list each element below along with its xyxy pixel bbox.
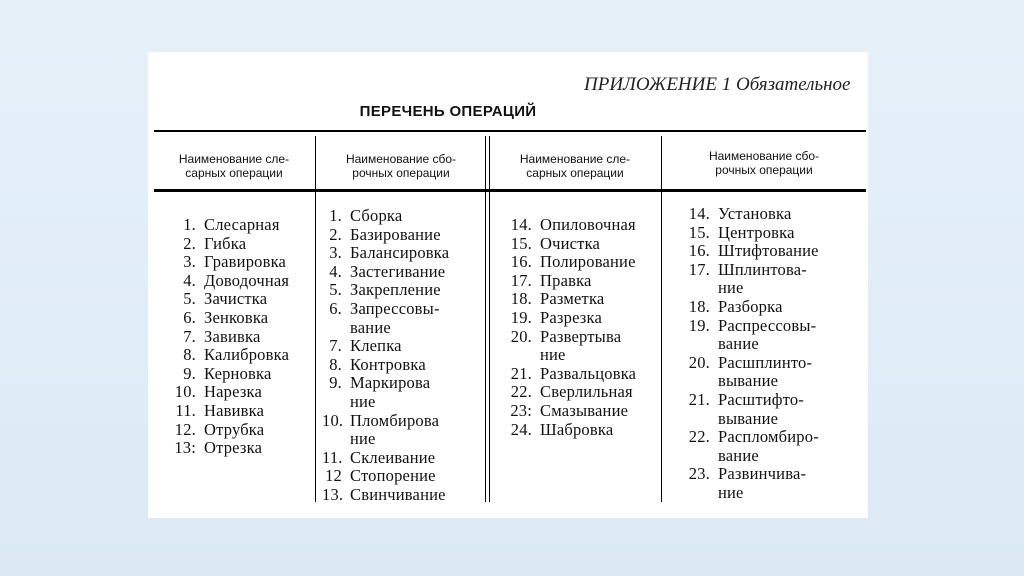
item-number: 18. xyxy=(510,289,532,309)
list-item xyxy=(682,224,819,243)
list-item xyxy=(682,242,819,261)
list-item xyxy=(170,290,289,309)
item-number: 12 xyxy=(325,466,342,486)
item-text-line: Шабровка xyxy=(540,419,614,439)
item-number: 23: xyxy=(510,400,532,420)
list-item xyxy=(508,272,636,291)
column-header-line: сарных операции xyxy=(185,166,283,180)
item-text xyxy=(204,290,267,309)
item-text xyxy=(718,205,792,224)
item-number: 6. xyxy=(329,298,342,318)
column-divider xyxy=(661,136,662,502)
item-text xyxy=(350,263,445,282)
operations-list-1 xyxy=(170,216,289,458)
item-text-line: Разрезка xyxy=(540,307,603,327)
item-number: 7. xyxy=(183,326,196,346)
item-text-line: Сборка xyxy=(350,206,403,225)
item-text-line: Опиловочная xyxy=(540,215,636,234)
item-text-line: Клепка xyxy=(350,336,402,356)
list-item xyxy=(322,486,449,505)
list-item xyxy=(170,309,289,328)
item-text xyxy=(350,467,436,486)
item-text-line: Гибка xyxy=(204,233,247,253)
item-text xyxy=(350,207,402,226)
table-header-rule xyxy=(154,189,866,192)
list-item xyxy=(322,449,449,468)
list-item xyxy=(322,300,449,337)
item-number: 13: xyxy=(174,438,196,458)
item-text-line: Штифтование xyxy=(718,241,819,261)
list-item xyxy=(170,346,289,365)
item-number: 11. xyxy=(175,400,196,420)
item-text xyxy=(718,317,816,354)
document-sheet xyxy=(148,52,868,518)
list-item xyxy=(170,365,289,384)
item-number: 4. xyxy=(329,261,342,281)
page-title: ПЕРЕЧЕНЬ ОПЕРАЦИЙ xyxy=(359,103,537,120)
item-text-line: Развальцовка xyxy=(540,363,637,383)
item-number: 11. xyxy=(322,447,343,467)
column-header-1 xyxy=(154,152,314,180)
column-header-line: сарных операции xyxy=(526,166,624,180)
item-number: 2. xyxy=(183,233,196,253)
item-number: 6. xyxy=(183,307,196,327)
item-text xyxy=(204,272,289,291)
item-text xyxy=(540,365,636,384)
item-text-line: Развертыва xyxy=(540,326,622,346)
item-text-line: Слесарная xyxy=(204,215,280,234)
item-text xyxy=(540,309,602,328)
operations-list-2 xyxy=(322,207,449,505)
item-number: 19. xyxy=(688,315,710,335)
item-text xyxy=(350,281,441,300)
item-number: 20. xyxy=(688,352,710,372)
item-text-line: Доводочная xyxy=(204,270,290,290)
item-text-line: Разборка xyxy=(718,296,783,316)
item-text-line: Закрепление xyxy=(350,280,441,300)
item-text-continuation: ние xyxy=(540,345,566,365)
column-divider xyxy=(489,136,490,502)
item-text xyxy=(204,383,262,402)
item-text xyxy=(540,253,636,272)
item-text xyxy=(350,374,430,411)
item-text xyxy=(540,235,600,254)
item-number: 15. xyxy=(688,222,710,242)
item-text-line: Полирование xyxy=(540,252,636,272)
item-text-line: Нарезка xyxy=(204,382,263,402)
item-text-line: Шплинтова- xyxy=(718,259,808,279)
list-item xyxy=(682,298,819,317)
item-number: 2. xyxy=(329,224,342,244)
item-text-line: Расштифто- xyxy=(718,389,804,409)
item-number: 10. xyxy=(322,410,344,430)
item-text-continuation: вание xyxy=(350,317,391,337)
item-text-continuation: ние xyxy=(718,482,744,502)
item-text xyxy=(718,224,795,243)
item-number: 1. xyxy=(183,215,196,234)
item-text xyxy=(350,449,435,468)
item-text xyxy=(204,216,280,235)
item-number: 8. xyxy=(183,345,196,365)
item-number: 1. xyxy=(329,206,342,225)
item-number: 18. xyxy=(688,296,710,316)
item-text xyxy=(204,253,286,272)
item-text-line: Стопорение xyxy=(350,466,436,486)
item-text-continuation: ние xyxy=(718,278,744,298)
list-item xyxy=(682,261,819,298)
list-item xyxy=(322,356,449,375)
item-text-continuation: ние xyxy=(350,429,376,449)
list-item xyxy=(322,374,449,411)
column-header-line: рочных операции xyxy=(352,166,450,180)
item-text-continuation: вывание xyxy=(718,408,779,428)
item-text xyxy=(350,486,446,505)
list-item xyxy=(322,281,449,300)
list-item xyxy=(170,439,289,458)
item-number: 3. xyxy=(329,243,342,263)
item-text xyxy=(718,465,806,502)
list-item xyxy=(322,337,449,356)
item-text xyxy=(540,402,628,421)
list-item xyxy=(682,354,819,391)
item-text xyxy=(718,354,812,391)
item-text xyxy=(350,300,440,337)
item-text-line: Правка xyxy=(540,270,592,290)
item-text xyxy=(204,439,262,458)
list-item xyxy=(508,328,636,365)
item-text xyxy=(204,235,246,254)
item-number: 8. xyxy=(329,354,342,374)
list-item xyxy=(322,244,449,263)
list-item xyxy=(682,317,819,354)
item-number: 14. xyxy=(510,215,532,234)
item-number: 24. xyxy=(510,419,532,439)
list-item xyxy=(170,328,289,347)
list-item xyxy=(170,402,289,421)
item-text xyxy=(718,391,804,428)
item-text-line: Очистка xyxy=(540,233,601,253)
item-number: 10. xyxy=(174,382,196,402)
item-text xyxy=(204,365,272,384)
list-item xyxy=(508,235,636,254)
list-item xyxy=(322,412,449,449)
item-text-line: Развинчива- xyxy=(718,464,807,484)
column-header-2 xyxy=(320,152,482,180)
list-item xyxy=(170,421,289,440)
item-text-line: Навивка xyxy=(204,400,265,420)
column-header-4 xyxy=(664,149,864,177)
item-text xyxy=(540,216,636,235)
item-number: 9. xyxy=(329,373,342,393)
list-item xyxy=(170,383,289,402)
item-text-line: Маркирова xyxy=(350,373,431,393)
item-text xyxy=(718,242,819,261)
item-text-continuation: вание xyxy=(718,334,759,354)
item-text-line: Отрезка xyxy=(204,438,263,458)
column-header-line: Наименование сле- xyxy=(178,152,290,166)
item-text-continuation: вание xyxy=(718,445,759,465)
item-text xyxy=(718,261,807,298)
item-text xyxy=(204,402,264,421)
item-number: 12. xyxy=(174,419,196,439)
list-item xyxy=(322,263,449,282)
item-text-line: Отрубка xyxy=(204,419,265,439)
item-number: 21. xyxy=(510,363,532,383)
list-item xyxy=(682,465,819,502)
item-text-line: Зенковка xyxy=(204,307,269,327)
item-text-line: Калибровка xyxy=(204,345,290,365)
list-item xyxy=(682,391,819,428)
item-number: 17. xyxy=(510,270,532,290)
item-text-line: Пломбирова xyxy=(350,410,440,430)
item-number: 19. xyxy=(510,307,532,327)
item-text xyxy=(540,328,621,365)
item-text-line: Гравировка xyxy=(204,252,287,272)
item-text xyxy=(718,298,783,317)
list-item xyxy=(170,216,289,235)
item-number: 22. xyxy=(688,427,710,447)
item-text xyxy=(540,272,592,291)
item-text-line: Балансировка xyxy=(350,243,450,263)
column-header-line: Наименование сбо- xyxy=(708,149,820,163)
item-text xyxy=(540,290,604,309)
column-divider xyxy=(485,136,486,502)
list-item xyxy=(508,421,636,440)
item-text xyxy=(540,421,613,440)
list-item xyxy=(682,205,819,224)
item-text xyxy=(350,412,439,449)
item-number: 23. xyxy=(688,464,710,484)
item-text-line: Завивка xyxy=(204,326,261,346)
item-text-line: Смазывание xyxy=(540,400,629,420)
item-text-line: Распломбиро- xyxy=(718,427,819,447)
item-text-line: Разметка xyxy=(540,289,605,309)
list-item xyxy=(508,216,636,235)
item-number: 21. xyxy=(688,389,710,409)
item-text-line: Зачистка xyxy=(204,289,268,309)
column-header-3 xyxy=(492,152,658,180)
list-item xyxy=(508,309,636,328)
item-text xyxy=(204,346,289,365)
item-text-line: Застегивание xyxy=(350,261,446,281)
item-text xyxy=(204,328,261,347)
item-text-line: Центровка xyxy=(718,222,795,242)
list-item xyxy=(170,272,289,291)
item-text xyxy=(350,226,441,245)
item-text-line: Расшплинто- xyxy=(718,352,813,372)
item-number: 5. xyxy=(183,289,196,309)
item-text-line: Сверлильная xyxy=(540,382,633,402)
list-item xyxy=(508,253,636,272)
item-text xyxy=(540,383,633,402)
item-number: 5. xyxy=(329,280,342,300)
list-item xyxy=(508,402,636,421)
item-number: 16. xyxy=(510,252,532,272)
list-item xyxy=(508,383,636,402)
list-item xyxy=(322,467,449,486)
item-number: 20. xyxy=(510,326,532,346)
column-header-line: Наименование сле- xyxy=(519,152,631,166)
item-text-line: Контровка xyxy=(350,354,426,374)
item-text-line: Свинчивание xyxy=(350,484,446,504)
item-text xyxy=(350,244,449,263)
item-number: 13. xyxy=(322,484,344,504)
table-top-rule xyxy=(154,130,866,132)
item-text xyxy=(204,309,268,328)
list-item xyxy=(508,365,636,384)
item-text-line: Установка xyxy=(718,204,792,223)
item-text xyxy=(204,421,264,440)
item-text-line: Керновка xyxy=(204,363,272,383)
item-text-continuation: вывание xyxy=(718,371,779,391)
item-number: 14. xyxy=(688,204,710,223)
list-item xyxy=(170,235,289,254)
item-number: 3. xyxy=(183,252,196,272)
item-text xyxy=(350,356,426,375)
item-number: 7. xyxy=(329,336,342,356)
item-text-line: Базирование xyxy=(350,224,441,244)
operations-list-4 xyxy=(682,205,819,503)
item-text-continuation: ние xyxy=(350,391,376,411)
appendix-label: ПРИЛОЖЕНИЕ 1 Обязательное xyxy=(584,74,851,95)
column-header-line: Наименование сбо- xyxy=(345,152,457,166)
item-text xyxy=(718,428,819,465)
item-text xyxy=(350,337,402,356)
item-number: 16. xyxy=(688,241,710,261)
item-number: 17. xyxy=(688,259,710,279)
item-text-line: Распрессовы- xyxy=(718,315,817,335)
list-item xyxy=(170,253,289,272)
list-item xyxy=(508,290,636,309)
list-item xyxy=(322,207,449,226)
column-divider xyxy=(315,136,316,502)
item-number: 4. xyxy=(183,270,196,290)
operations-list-3 xyxy=(508,216,636,439)
item-text-line: Склеивание xyxy=(350,447,436,467)
item-number: 9. xyxy=(183,363,196,383)
list-item xyxy=(682,428,819,465)
item-text-line: Запрессовы- xyxy=(350,298,440,318)
item-number: 15. xyxy=(510,233,532,253)
item-number: 22. xyxy=(510,382,532,402)
column-header-line: рочных операции xyxy=(715,163,813,177)
list-item xyxy=(322,226,449,245)
